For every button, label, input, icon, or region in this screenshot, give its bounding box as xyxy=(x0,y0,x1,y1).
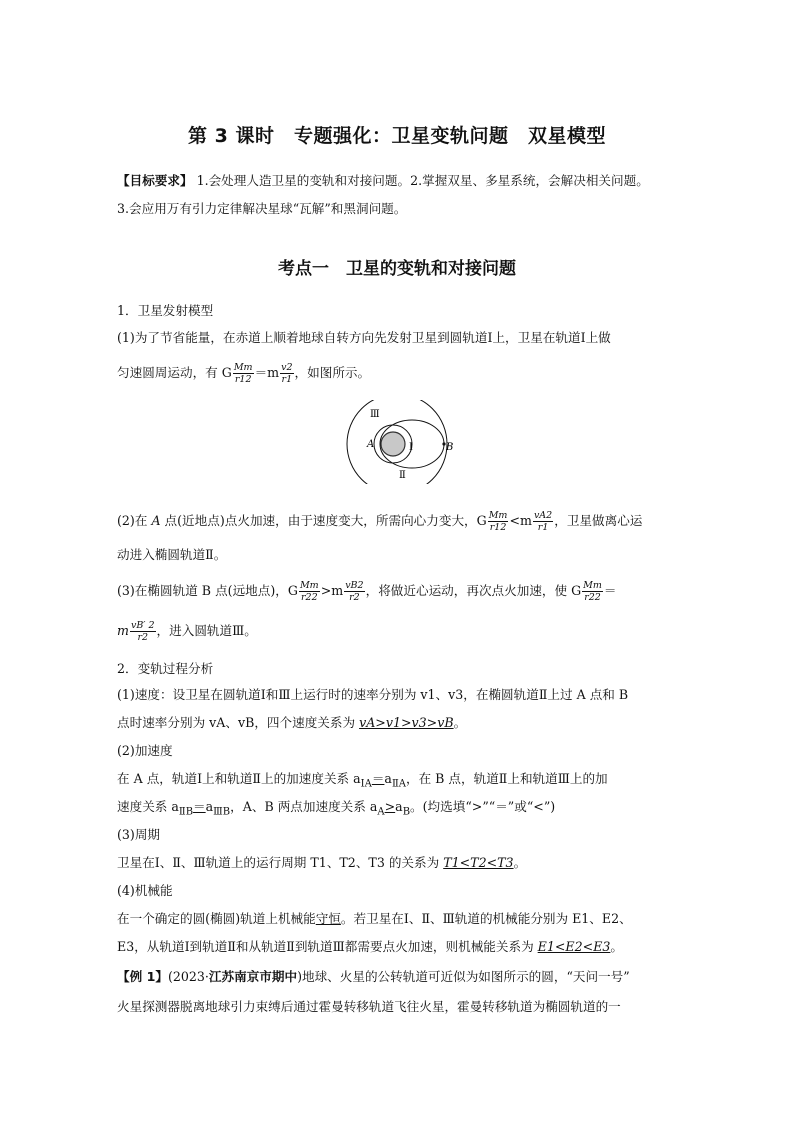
launch-p1-line2 xyxy=(117,362,682,385)
answer-underline: ＝ xyxy=(193,799,206,814)
goals-line-2: 3.会应用万有引力定律解决星球“瓦解”和黑洞问题。 xyxy=(117,201,407,216)
launch-p3-line2 xyxy=(117,620,682,643)
fraction-numerator: vA2 xyxy=(533,510,553,521)
text-run: 点时速率分别为 vA、vB，四个速度关系为 xyxy=(117,715,360,730)
launch-p2-line2: 动进入椭圆轨道Ⅱ。 xyxy=(117,547,227,562)
fraction xyxy=(280,362,293,385)
text-run: 。若卫星在Ⅰ、Ⅱ、Ⅲ轨道的机械能分别为 E1、E2、 xyxy=(340,911,632,926)
subscript: ⅢB xyxy=(213,806,231,818)
fraction-denominator: r22 xyxy=(584,592,601,603)
text-run: a xyxy=(384,771,392,786)
answer-underline: T1<T2<T3 xyxy=(443,855,514,870)
orbit-diagram xyxy=(345,400,460,484)
text-run: a xyxy=(395,799,403,814)
fraction-numerator: Mm xyxy=(299,580,319,591)
text-run: 在一个确定的圆(椭圆)轨道上机械能 xyxy=(117,911,316,926)
text-run: )地球、火星的公转轨道可近似为如图所示的圆，“天问一号” xyxy=(297,969,630,984)
earth xyxy=(381,432,405,456)
fraction xyxy=(533,510,553,533)
text-run: ＝ xyxy=(603,583,617,598)
text-run: E3，从轨道Ⅰ到轨道Ⅱ和从轨道Ⅱ到轨道Ⅲ都需要点火加速，则机械能关系为 xyxy=(117,939,538,954)
fraction-denominator: r12 xyxy=(489,522,507,533)
process-s3-line xyxy=(117,854,682,872)
text-run: <m xyxy=(509,513,532,528)
text-run: 卫星在Ⅰ、Ⅱ、Ⅲ轨道上的运行周期 T1、T2、T3 的关系为 xyxy=(117,855,444,870)
label-I: Ⅰ xyxy=(409,442,413,453)
text-run: m xyxy=(117,623,129,638)
answer-underline: vA>v1>v3>vB xyxy=(359,715,454,730)
subscript: ⅡB xyxy=(178,806,194,818)
launch-heading: 1．卫星发射模型 xyxy=(117,303,214,318)
page-title: 第 3 课时 专题强化：卫星变轨问题 双星模型 xyxy=(188,125,606,147)
process-s3-heading: (3)周期 xyxy=(117,827,161,842)
text-run: (2)在 xyxy=(117,513,152,528)
text-run: >m xyxy=(320,583,344,598)
text-run: ，A、B 两点加速度关系 a xyxy=(230,799,378,814)
process-s4-heading: (4)机械能 xyxy=(117,883,173,898)
text-run: 。 xyxy=(513,855,527,870)
fraction xyxy=(344,580,364,603)
answer-underline: ＝ xyxy=(371,771,385,786)
text-run: 。 xyxy=(610,939,623,954)
text-run: 。 xyxy=(453,715,467,730)
fraction-numerator: v2 xyxy=(281,362,293,373)
goals-line-1 xyxy=(117,172,682,190)
text-run: ，进入圆轨道Ⅲ。 xyxy=(156,623,257,638)
text-run: ＝m xyxy=(254,365,280,380)
fraction-numerator: Mm xyxy=(488,510,508,521)
label-A: A xyxy=(367,439,375,450)
launch-p1-line1: (1)为了节省能量，在赤道上顺着地球自转方向先发射卫星到圆轨道Ⅰ上，卫星在轨道Ⅰ上做 xyxy=(117,330,611,345)
text-run: ，在 B 点，轨道Ⅱ上和轨道Ⅲ上的加 xyxy=(405,771,608,786)
answer-underline: E1<E2<E3 xyxy=(537,939,611,954)
answer-underline: > xyxy=(384,799,396,814)
example-line2: 火星探测器脱离地球引力束缚后通过霍曼转移轨道飞往火星，霍曼转移轨道为椭圆轨道的一 xyxy=(117,999,621,1014)
fraction-numerator: Mm xyxy=(233,362,253,373)
fraction-denominator: r1 xyxy=(537,522,549,533)
fraction xyxy=(299,580,320,603)
label-B: B xyxy=(446,442,454,453)
fraction xyxy=(233,362,254,385)
example-label: 【例 1】 xyxy=(117,969,168,984)
text-run: 速度关系 a xyxy=(117,799,179,814)
goals-text-1: 1.会处理人造卫星的变轨和对接问题。2.掌握双星、多星系统，会解决相关问题。 xyxy=(192,173,649,188)
subscript: ⅡA xyxy=(391,778,406,790)
text-run: ，卫星做离心运 xyxy=(554,513,643,528)
fraction-denominator: r22 xyxy=(300,592,318,603)
text-run: 。(均选填“>”“＝”或“<”) xyxy=(410,799,556,814)
text-run: a xyxy=(205,799,214,814)
point-A: A xyxy=(151,513,161,528)
text-run: 点(近地点)点火加速，由于速度变大，所需向心力变大，G xyxy=(160,513,487,528)
fraction xyxy=(130,620,156,643)
text-run: 在 A 点，轨道Ⅰ上和轨道Ⅱ上的加速度关系 a xyxy=(117,771,361,786)
process-s4-line1 xyxy=(117,910,682,928)
process-s2-line1 xyxy=(117,770,682,794)
fraction-numerator: vB′ 2 xyxy=(130,620,155,631)
section-heading: 考点一 卫星的变轨和对接问题 xyxy=(278,259,516,279)
subscript: ⅠA xyxy=(360,778,372,790)
subscript: B xyxy=(402,806,411,818)
text-run: ，将做近心运动，再次点火加速，使 G xyxy=(365,583,582,598)
example-line1 xyxy=(117,968,682,986)
process-s1-line1: (1)速度：设卫星在圆轨道Ⅰ和Ⅲ上运行时的速率分别为 v1、v3，在椭圆轨道Ⅱ上过 A 点和 B xyxy=(117,687,629,702)
text-run: ，如图所示。 xyxy=(294,365,371,380)
fraction-denominator: r1 xyxy=(281,374,293,385)
goals-label: 【目标要求】 xyxy=(117,173,193,188)
process-s1-line2 xyxy=(117,714,682,732)
subscript: A xyxy=(377,806,385,818)
fraction-denominator: r2 xyxy=(137,632,149,643)
fraction-numerator: vB2 xyxy=(345,580,364,591)
fraction-numerator: Mm xyxy=(583,580,602,591)
label-II: Ⅱ xyxy=(399,470,406,481)
answer-underline: 守恒 xyxy=(315,911,341,926)
fraction xyxy=(582,580,603,603)
example-source: 江苏南京市期中 xyxy=(208,969,298,984)
label-III: Ⅲ xyxy=(370,409,380,420)
launch-p2-line1 xyxy=(117,510,682,533)
text-run: (3)在椭圆轨道 B 点(远地点)，G xyxy=(117,583,298,598)
fraction-denominator: r12 xyxy=(234,374,252,385)
text-run: (2023· xyxy=(167,969,209,984)
process-s2-heading: (2)加速度 xyxy=(117,743,173,758)
process-s4-line2 xyxy=(117,938,682,956)
fraction-denominator: r2 xyxy=(349,592,360,603)
process-heading: 2．变轨过程分析 xyxy=(117,661,214,676)
launch-p3-line1 xyxy=(117,580,682,603)
process-s2-line2 xyxy=(117,798,682,822)
text-run: 匀速圆周运动，有 G xyxy=(117,365,232,380)
fraction xyxy=(488,510,509,533)
